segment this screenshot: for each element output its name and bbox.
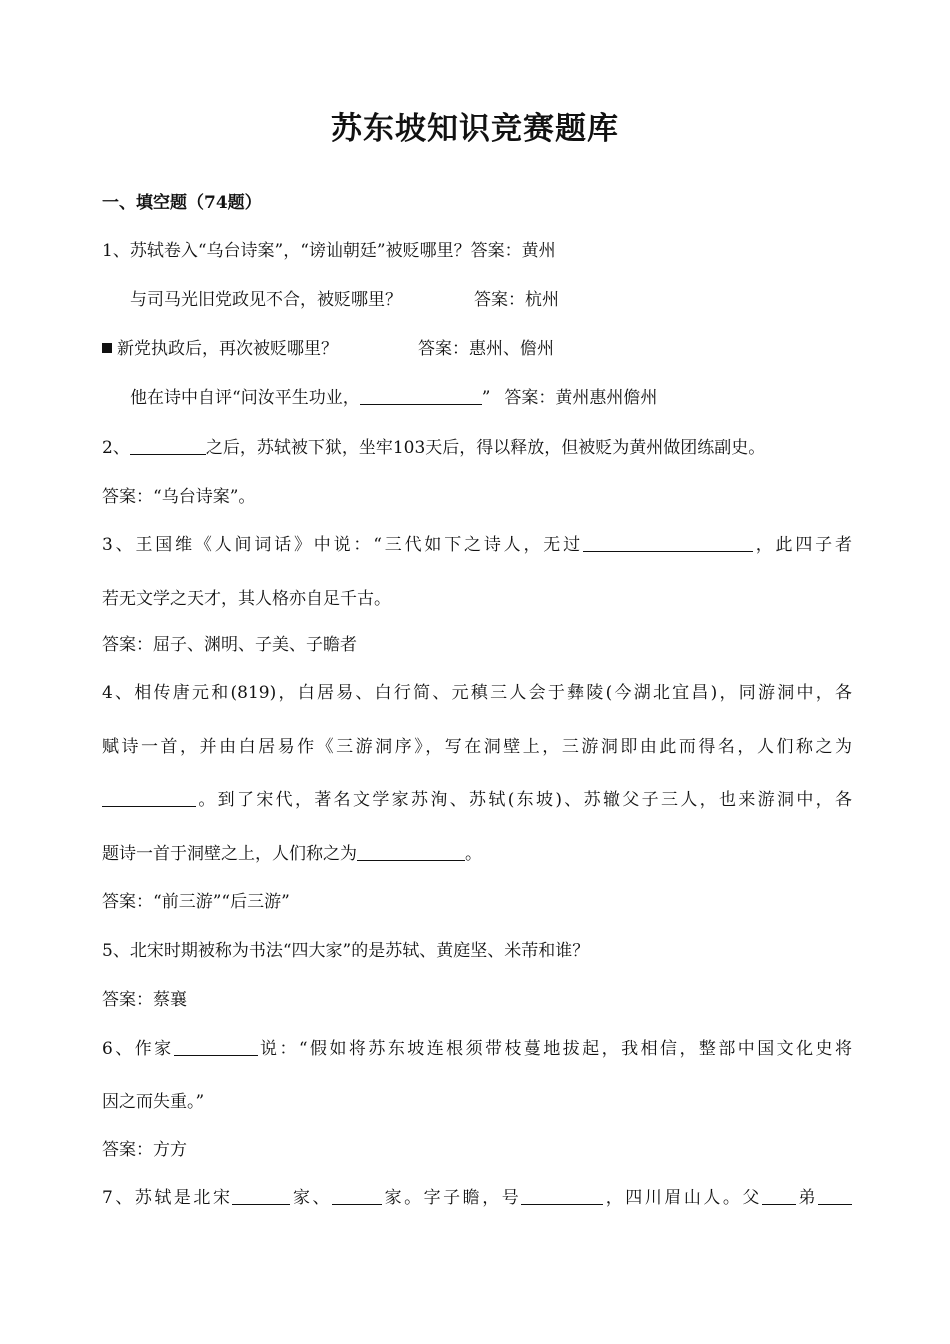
question-text: 家、 [290,1188,333,1208]
answer-text: 答案：惠州、儋州 [418,339,554,359]
question-text: 新党执政后，再次被贬哪里？ [117,339,338,359]
question-6 [102,1038,852,1060]
question-1-sub-2 [102,338,852,360]
question-text: 弟 [795,1188,819,1208]
fill-blank [818,1188,852,1205]
question-text: 之后，苏轼被下狱，坐牢103天后，得以释放，但被贬为黄州做团练副史。 [205,438,766,458]
question-3-line-2: 若无文学之天才，其人格亦自足千古。 [102,589,391,609]
question-1-sub-1 [130,289,880,311]
answer-4: 答案：“前三游”“后三游” [102,892,290,912]
fill-blank [357,844,465,861]
answer-3: 答案：屈子、渊明、子美、子瞻者 [102,635,357,655]
answer-text: 答案：黄州惠州儋州 [504,388,658,408]
answer-6: 答案：方方 [102,1140,187,1160]
section-heading: 一、填空题（74题） [102,193,262,213]
question-3 [102,534,852,556]
question-text: ，此四子者 [752,535,853,555]
question-4-line-3 [102,789,852,811]
bullet-square-icon [102,343,112,353]
question-1-sub-3 [130,387,880,409]
page-title: 苏东坡知识竞赛题库 [331,111,619,147]
question-1: 1、苏轼卷入“乌台诗案”，“谤讪朝廷”被贬哪里？答案：黄州 [102,241,556,261]
question-4-line-2: 赋诗一首，并由白居易作《三游洞序》，写在洞壁上，三游洞即由此而得名，人们称之为 [102,737,852,757]
question-4-line-4 [102,843,852,865]
question-text: 。到了宋代，著名文学家苏洵、苏轼(东坡)、苏辙父子三人，也来游洞中，各 [196,790,852,810]
fill-blank [762,1188,796,1205]
answer-5: 答案：蔡襄 [102,990,187,1010]
question-5: 5、北宋时期被称为书法“四大家”的是苏轼、黄庭坚、米芾和谁？ [102,941,590,961]
question-text: 家。字子瞻，号 [382,1188,522,1208]
fill-blank [130,438,206,455]
question-4-line-1: 4、相传唐元和(819)，白居易、白行简、元稹三人会于彝陵(今湖北宜昌)，同游洞中，各 [102,683,852,703]
question-text: 7、苏轼是北宋 [102,1188,233,1208]
question-2 [102,437,852,459]
fill-blank [583,535,753,552]
question-7 [102,1187,852,1209]
question-text: 与司马光旧党政见不合，被贬哪里？ [130,290,402,310]
question-text: 他在诗中自评“问汝平生功业， [130,388,360,408]
question-text: 说：“假如将苏东坡连根须带枝蔓地拔起，我相信，整部中国文化史将 [257,1039,852,1059]
question-text: 。 [465,844,482,864]
question-text: 6、作家 [102,1039,174,1059]
question-text: ，四川眉山人。父 [603,1188,762,1208]
answer-2: 答案：“乌台诗案”。 [102,487,256,507]
answer-text: 答案：杭州 [474,290,559,310]
fill-blank [521,1188,603,1205]
question-text: 3、王国维《人间词话》中说：“三代如下之诗人，无过 [102,535,583,555]
fill-blank [332,1188,382,1205]
question-number: 2、 [102,438,130,458]
fill-blank [102,790,196,807]
closing-quote: ” [481,388,491,408]
question-6-line-2: 因之而失重。” [102,1092,205,1112]
fill-blank [232,1188,290,1205]
fill-blank [360,388,482,405]
fill-blank [174,1039,258,1056]
question-text: 题诗一首于洞壁之上，人们称之为 [102,844,357,864]
